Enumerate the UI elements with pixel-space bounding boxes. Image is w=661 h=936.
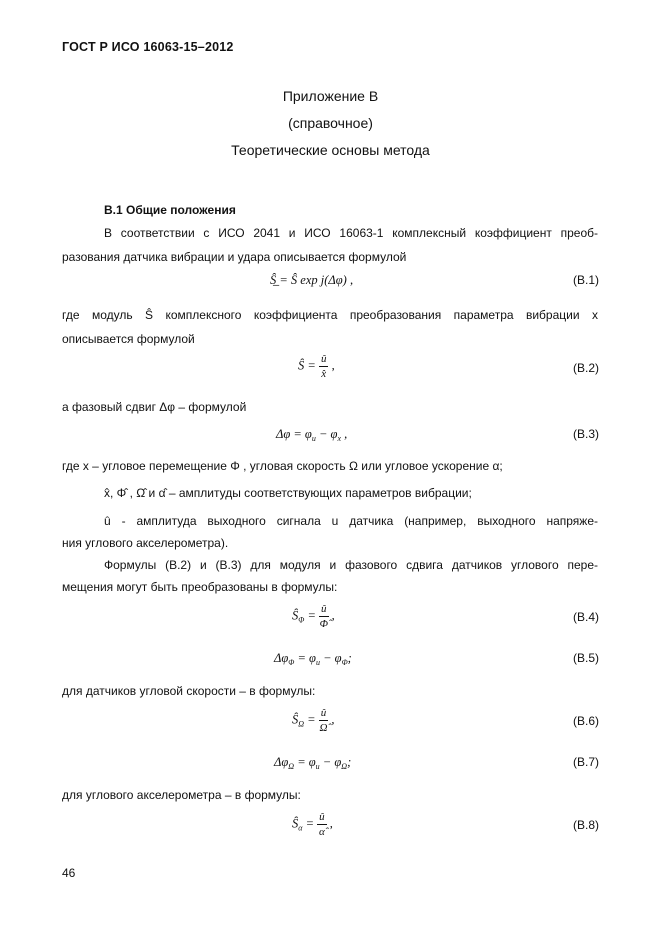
document-code: ГОСТ Р ИСО 16063-15–2012 [62,40,234,54]
paragraph-line: для углового акселерометра – в формулы: [62,788,301,802]
paragraph-line: описывается формулой [62,332,195,346]
page-number: 46 [62,866,76,880]
formula-number: (В.6) [572,714,599,728]
definition-line: û - амплитуда выходного сигнала u датчика (например, выходного напряже- [104,514,598,528]
formula-b7: $\Delta\varphi_\Omega = \varphi_u - \varphi_\Omega$; [274,755,352,771]
paragraph-line: а фазовый сдвиг Δφ – формулой [62,400,247,414]
paragraph-line: где модуль Ŝ комплексного коэффициента преобразования параметра вибрации x [62,308,598,322]
formula-number: (В.7) [572,755,599,769]
formula-b3: $\Delta\varphi = \varphi_u - \varphi_x$ , [276,427,348,443]
appendix-type: (справочное) [288,115,373,131]
formula-b2: Ŝ = $\frac{û}{x̂}$ , [298,353,335,380]
appendix-title: Приложение В [282,88,379,104]
paragraph-line: В соответствии с ИСО 2041 и ИСО 16063-1 комплексный коэффициент преоб- [104,226,598,240]
formula-b5: $\Delta\varphi_\Phi = \varphi_u - \varphi_\Phi$; [274,651,352,667]
paragraph-line: для датчиков угловой скорости – в формулы: [62,684,316,698]
formula-number: (В.4) [572,610,599,624]
formula-b6: $Ŝ_\Omega$ = $\frac{û}{\Omegâ}$ , [292,707,335,734]
formula-number: (В.5) [572,651,599,665]
formula-number: (В.8) [572,818,599,832]
formula-b1: Ŝ̲ = Ŝ exp j(Δφ) , [270,273,354,287]
formula-b8: $Ŝ_\alpha$ = $\frac{û}{\alphâ}$ , [292,811,333,838]
definition-line: ния углового акселерометра). [62,536,229,550]
formula-number: (В.2) [572,361,599,375]
paragraph-line: разования датчика вибрации и удара описывается формулой [62,250,407,264]
formula-b4: $Ŝ_\Phi$ = $\frac{û}{\Phî}$ , [292,603,335,630]
paragraph-line: Формулы (В.2) и (В.3) для модуля и фазового сдвига датчиков углового пере- [104,558,598,572]
section-heading: В.1 Общие положения [104,203,236,217]
definition-line: x̂, Φ̂ , Ω̂ и α̂ – амплитуды соответствующих параметров вибрации; [104,486,472,500]
definition-line: где x – угловое перемещение Φ , угловая скорость Ω или угловое ускорение α; [62,459,503,473]
formula-number: (В.3) [572,427,599,441]
paragraph-line: мещения могут быть преобразованы в формулы: [62,580,338,594]
formula-number: (В.1) [572,273,599,287]
appendix-name: Теоретические основы метода [231,142,430,158]
